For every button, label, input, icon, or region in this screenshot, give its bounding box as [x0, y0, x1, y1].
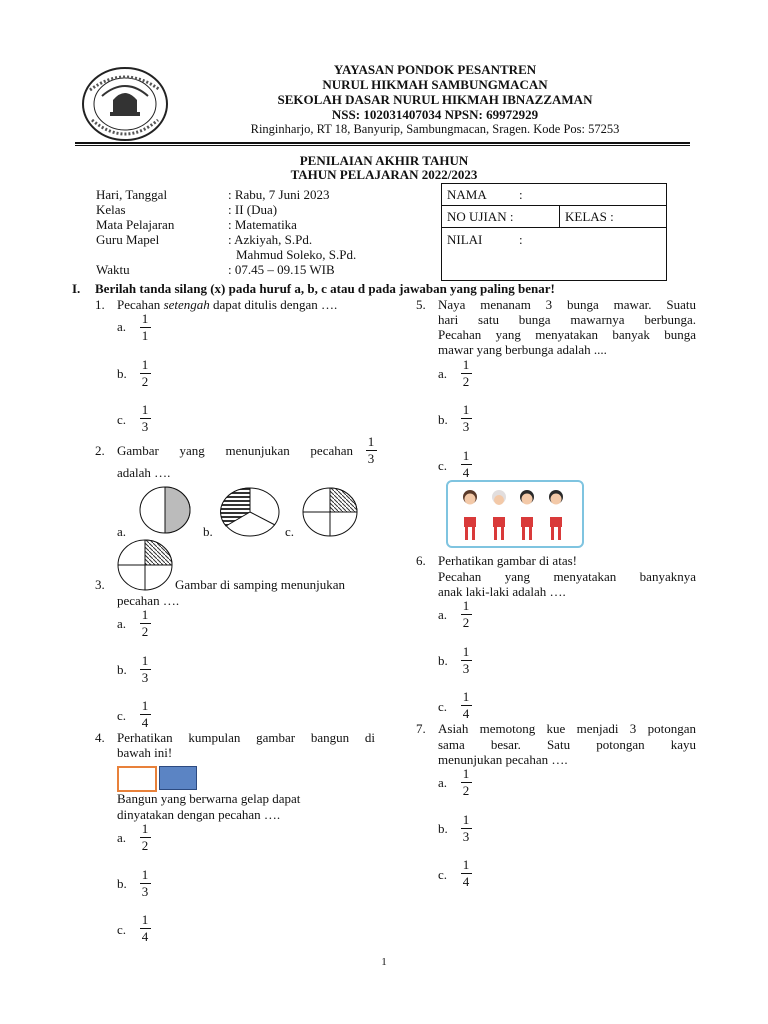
q1-option-b[interactable]: b. — [117, 366, 127, 381]
q1-option-c[interactable]: c. — [117, 412, 127, 427]
ujian-row — [442, 206, 666, 228]
fraction: 1 4 — [460, 858, 472, 889]
q6-option-c[interactable]: c. — [438, 699, 448, 714]
section-number: I. — [72, 281, 81, 296]
school-name: SEKOLAH DASAR NURUL HIKMAH IBNAZZAMAN — [277, 92, 593, 107]
section-instruction: Berilah tanda silang (x) pada huruf a, b, c atau d pada jawaban yang paling benar! — [95, 281, 555, 296]
q4-option-b[interactable]: b. — [117, 876, 127, 891]
q4-text-4: dinyatakan dengan pecahan …. — [117, 807, 281, 822]
q7-line-1: Asiah memotong kue menjadi 3 potongan — [438, 721, 696, 736]
fraction: 1 2 — [460, 599, 472, 630]
info-label: Guru Mapel — [96, 232, 160, 247]
exam-year: TAHUN PELAJARAN 2022/2023 — [290, 167, 478, 182]
info-label: Waktu — [96, 262, 130, 277]
info-label: Mata Pelajaran — [96, 217, 175, 232]
fraction: 1 3 — [460, 645, 472, 676]
q7-line-2: sama besar. Satu potongan kayu — [438, 737, 696, 752]
fraction: 1 2 — [139, 358, 151, 389]
q6-line-2: Pecahan yang menyatakan banyaknya — [438, 569, 696, 584]
q4-text: Perhatikan kumpulan gambar bangun di — [117, 730, 375, 745]
q2-text: Gambar yang menunjukan pecahan — [117, 443, 353, 458]
q3-number: 3. — [95, 577, 105, 592]
q2-option-a[interactable]: a. — [117, 524, 127, 539]
nama-colon: : — [519, 187, 523, 202]
q7-line-3: menunjukan pecahan …. — [438, 752, 568, 767]
pie-half-shaded — [139, 486, 191, 534]
pie-quarter-shaded-q3 — [117, 539, 173, 591]
q5-line-1: Naya menanam 3 bunga mawar. Suatu — [438, 297, 696, 312]
info-label: Hari, Tanggal — [96, 187, 168, 202]
q4-option-a[interactable]: a. — [117, 830, 127, 845]
pesantren-name: NURUL HIKMAH SAMBUNGMACAN — [322, 77, 548, 92]
fraction: 1 2 — [139, 608, 151, 639]
fraction: 1 4 — [460, 690, 472, 721]
q6-line-3: anak laki-laki adalah …. — [438, 584, 566, 599]
pie-quarter-shaded — [302, 487, 358, 537]
info-value: : Matematika — [228, 217, 297, 232]
q6-option-b[interactable]: b. — [438, 653, 448, 668]
q3-option-a[interactable]: a. — [117, 616, 127, 631]
rectangle-light — [117, 766, 157, 792]
nilai-label: NILAI — [447, 232, 483, 247]
fraction: 1 2 — [139, 822, 151, 853]
info-value: : 07.45 – 09.15 WIB — [228, 262, 335, 277]
fraction: 1 3 — [139, 868, 151, 899]
q7-option-b[interactable]: b. — [438, 821, 448, 836]
q5-option-b[interactable]: b. — [438, 412, 448, 427]
q3-text-2: pecahan …. — [117, 593, 180, 608]
ujian-divider — [559, 206, 560, 227]
fraction: 1 1 — [139, 312, 151, 343]
school-logo — [80, 66, 170, 142]
school-address: Ringinharjo, RT 18, Banyurip, Sambungmacan, Sragen. Kode Pos: 57253 — [250, 122, 620, 136]
student-id-box — [441, 183, 667, 281]
q4-text-2: bawah ini! — [117, 745, 173, 760]
fraction: 1 3 — [365, 435, 377, 466]
q6-number: 6. — [416, 553, 426, 568]
info-label: Kelas — [96, 202, 126, 217]
q3-option-b[interactable]: b. — [117, 662, 127, 677]
q5-number: 5. — [416, 297, 426, 312]
rectangle-dark — [159, 766, 197, 790]
fraction: 1 3 — [460, 403, 472, 434]
header-rule — [75, 142, 690, 144]
info-value: Mahmud Soleko, S.Pd. — [236, 247, 357, 262]
fraction: 1 4 — [139, 913, 151, 944]
q5-option-c[interactable]: c. — [438, 458, 448, 473]
page-number: 1 — [381, 956, 387, 968]
q2-number: 2. — [95, 443, 105, 458]
fraction: 1 3 — [139, 654, 151, 685]
children-illustration — [446, 480, 584, 548]
info-value: : Rabu, 7 Juni 2023 — [228, 187, 330, 202]
q7-option-c[interactable]: c. — [438, 867, 448, 882]
info-value: : II (Dua) — [228, 202, 278, 217]
school-ids: NSS: 102031407034 NPSN: 69972929 — [331, 107, 539, 122]
fraction: 1 4 — [139, 699, 151, 730]
info-value: : Azkiyah, S.Pd. — [228, 232, 313, 247]
q4-number: 4. — [95, 730, 105, 745]
q5-line-2: hari satu bunga mawarnya berbunga. — [438, 312, 696, 327]
q1-text: Pecahan setengah dapat ditulis dengan …. — [117, 297, 338, 312]
foundation-name: YAYASAN PONDOK PESANTREN — [333, 62, 537, 77]
q4-text-3: Bangun yang berwarna gelap dapat — [117, 791, 301, 806]
q6-option-a[interactable]: a. — [438, 607, 448, 622]
header-rule-thin — [75, 145, 690, 146]
q6-line-1: Perhatikan gambar di atas! — [438, 553, 577, 568]
q5-option-a[interactable]: a. — [438, 366, 448, 381]
q3-option-c[interactable]: c. — [117, 708, 127, 723]
fraction: 1 2 — [460, 358, 472, 389]
no-ujian-label: NO UJIAN : — [447, 209, 514, 224]
nilai-colon: : — [519, 232, 523, 247]
q4-option-c[interactable]: c. — [117, 922, 127, 937]
q1-option-a[interactable]: a. — [117, 319, 127, 334]
q3-text: Gambar di samping menunjukan — [175, 577, 346, 592]
nama-row — [442, 184, 666, 206]
q1-number: 1. — [95, 297, 105, 312]
q7-number: 7. — [416, 721, 426, 736]
fraction: 1 4 — [460, 449, 472, 480]
pie-third-shaded — [220, 487, 280, 537]
fraction: 1 2 — [460, 767, 472, 798]
q7-option-a[interactable]: a. — [438, 775, 448, 790]
fraction: 1 3 — [460, 813, 472, 844]
q5-line-3: Pecahan yang menyatakan banyak bunga — [438, 327, 696, 342]
q2-option-b[interactable]: b. — [203, 524, 213, 539]
q2-option-c[interactable]: c. — [285, 524, 295, 539]
nama-label: NAMA — [447, 187, 487, 202]
q5-line-4: mawar yang berbunga adalah .... — [438, 342, 607, 357]
exam-title: PENILAIAN AKHIR TAHUN — [299, 153, 469, 168]
fraction: 1 3 — [139, 403, 151, 434]
q2-text-2: adalah …. — [117, 465, 171, 480]
kelas-label: KELAS : — [565, 209, 614, 224]
